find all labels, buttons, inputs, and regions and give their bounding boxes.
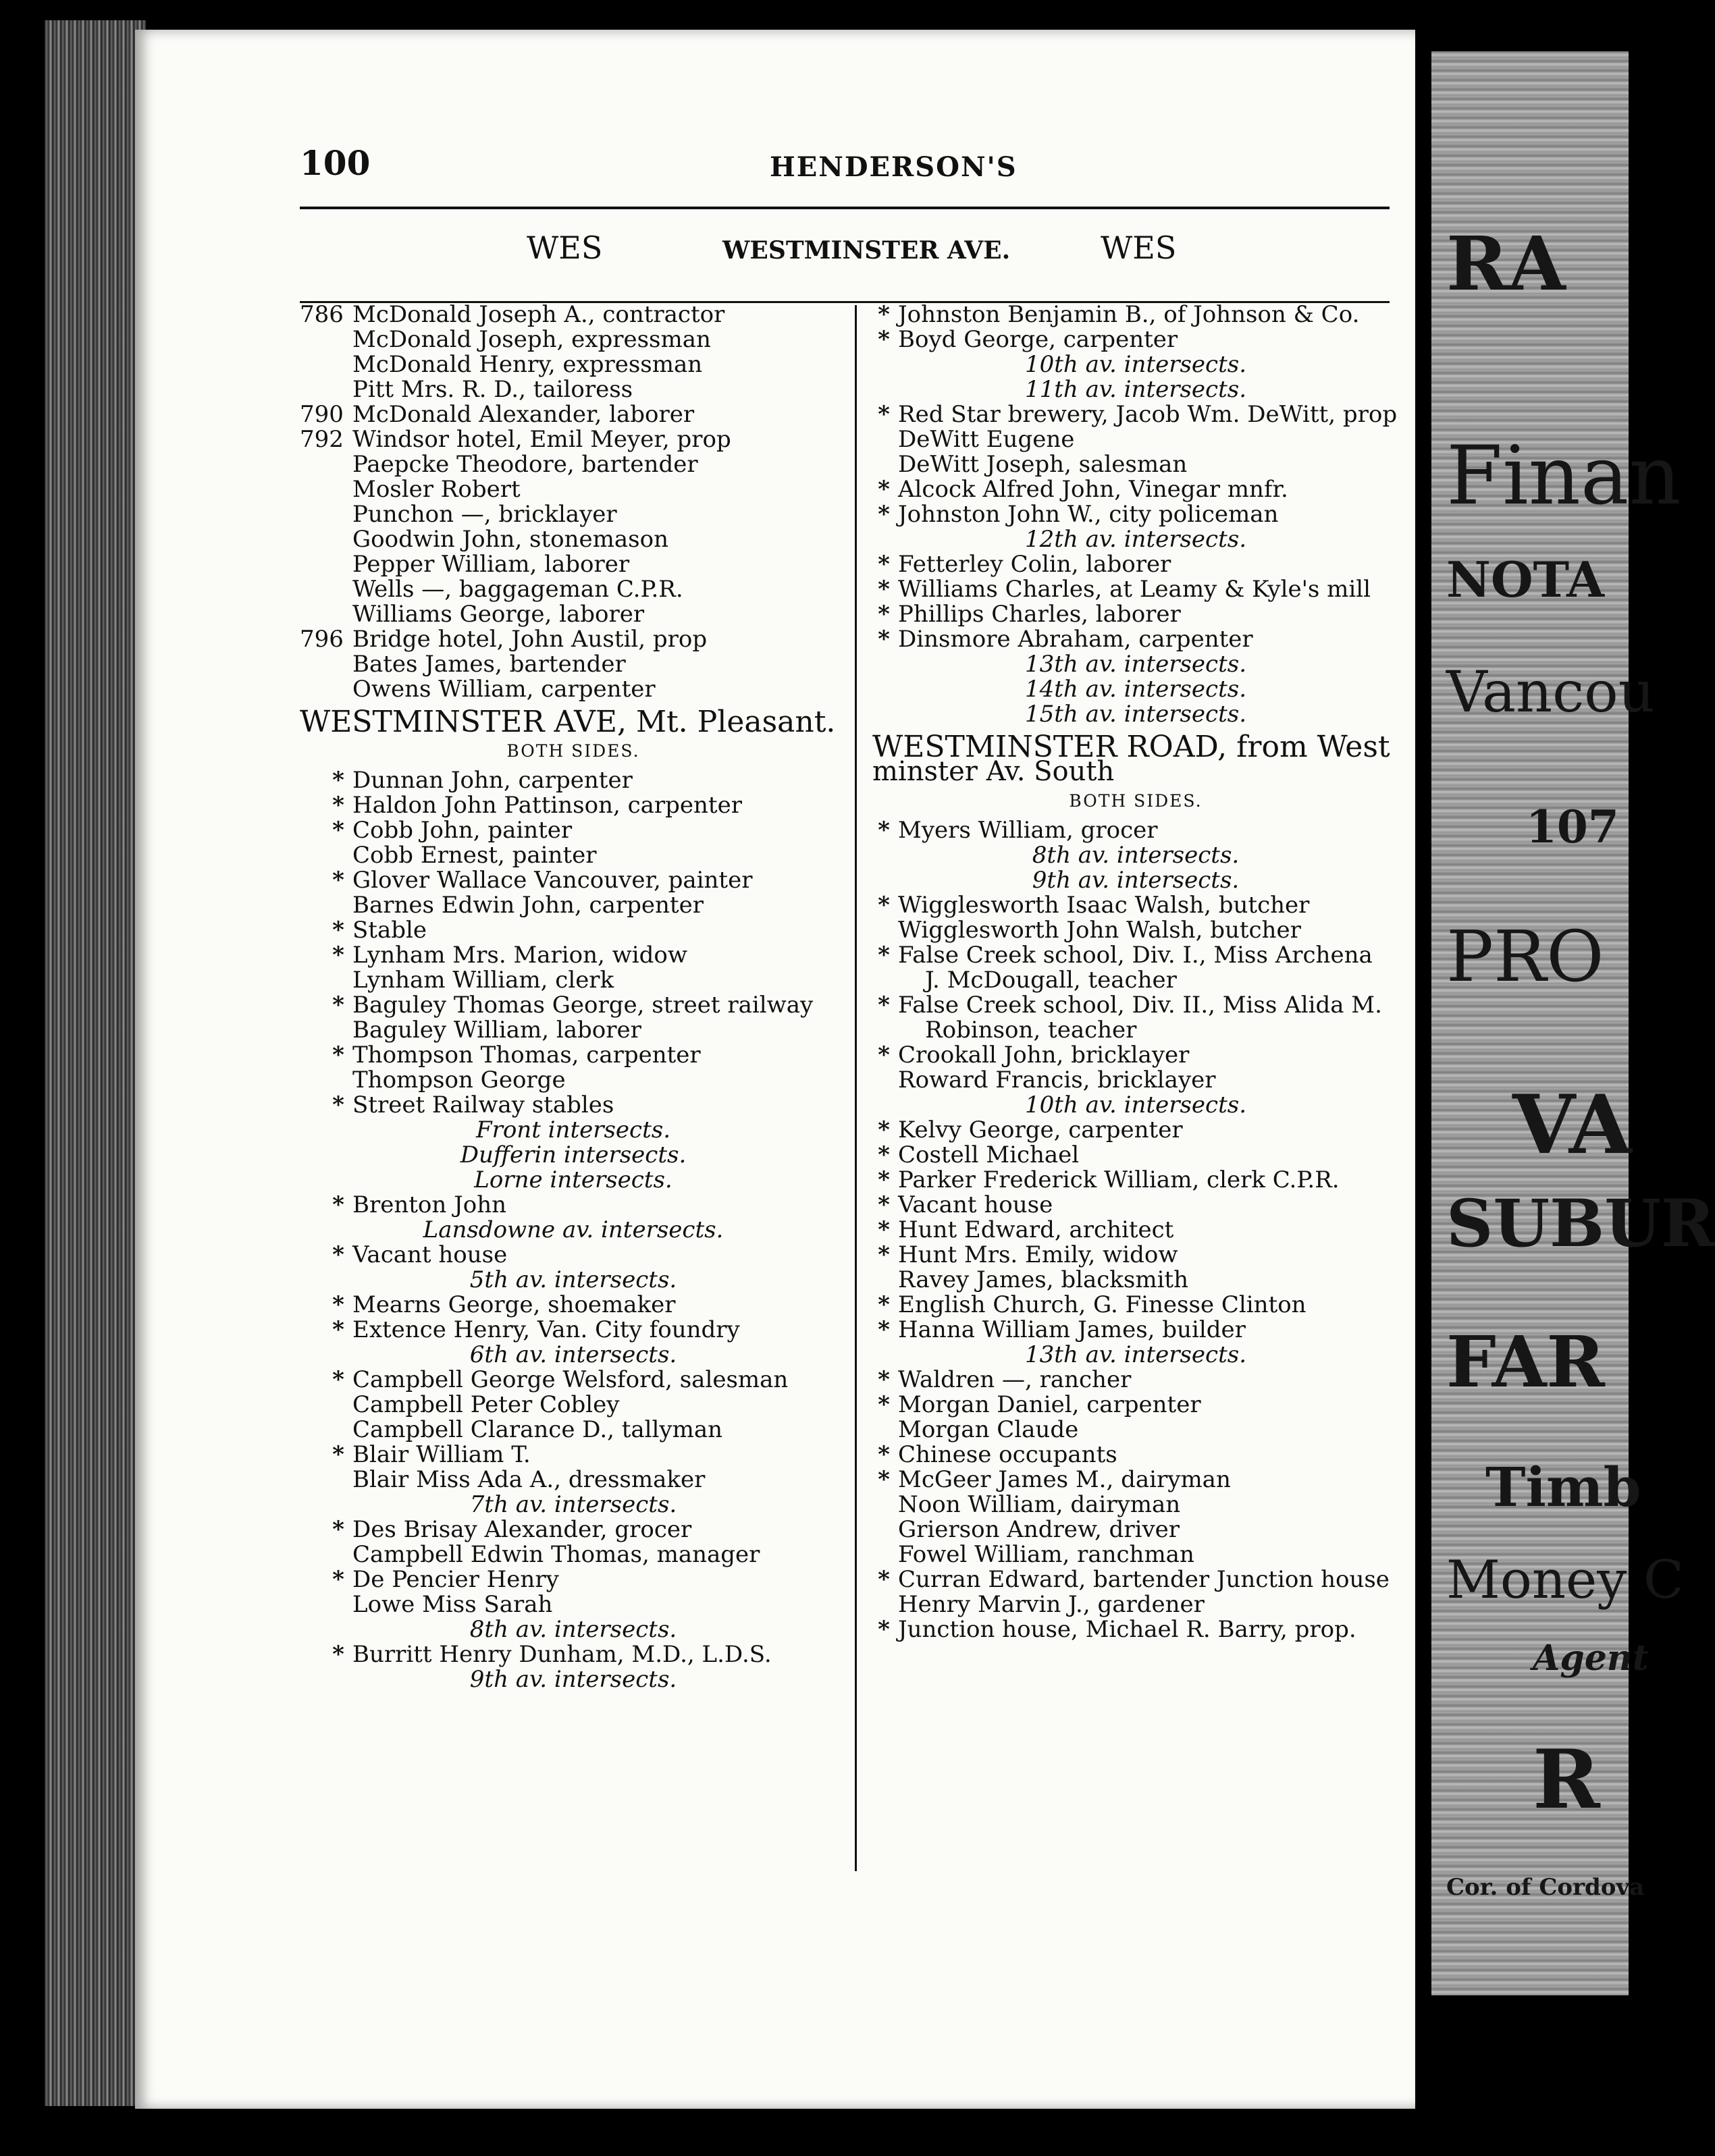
entry-text: Thompson Thomas, carpenter [352,1042,701,1069]
directory-entry [872,627,1399,652]
directory-entry [872,918,1399,943]
directory-entry [300,1068,847,1093]
entry-text: Noon William, dairyman [898,1491,1181,1518]
directory-entry [872,1243,1399,1268]
entry-text: Fowel William, ranchman [898,1541,1194,1568]
header-rule [300,207,1390,209]
intersection-note [300,1667,847,1692]
entry-text: Phillips Charles, laborer [898,601,1181,628]
directory-entry [300,943,847,968]
entry-text: Grierson Andrew, driver [898,1516,1180,1543]
entry-text: Kelvy George, carpenter [898,1116,1183,1143]
entry-text: Cobb Ernest, painter [352,842,597,869]
house-marker: * [878,1116,890,1143]
intersection-text: Dufferin intersects. [460,1141,687,1168]
house-marker: * [332,1241,344,1268]
entry-text: McDonald Alexander, laborer [352,401,695,428]
entry-text: Boyd George, carpenter [898,326,1178,353]
entry-text: Campbell George Welsford, salesman [352,1366,789,1393]
directory-entry [872,1318,1399,1343]
ad-line: VA [1512,1077,1632,1173]
house-marker: * [332,1566,344,1593]
directory-entry [300,1293,847,1318]
entry-text: Vacant house [352,1241,508,1268]
street-heading-text: WESTMINSTER AVE, Mt. Pleasant. [300,705,836,739]
entry-text: Wigglesworth John Walsh, butcher [898,917,1301,944]
directory-entry [300,1393,847,1418]
directory-entry [872,1418,1399,1443]
entry-text: Curran Edward, bartender Junction house [898,1566,1390,1593]
house-marker: * [332,1366,344,1393]
directory-entry [872,1517,1399,1542]
entry-text: Dunnan John, carpenter [352,767,633,794]
house-marker: * [878,551,890,578]
page-number: 100 [300,143,371,183]
street-number: 786 [300,301,344,328]
intersection-note [300,1343,847,1368]
ad-line: Finan [1446,429,1681,523]
entry-text: Red Star brewery, Jacob Wm. DeWitt, prop [898,401,1398,428]
both-sides-label [300,734,847,768]
ad-line: Agent [1533,1638,1649,1679]
intersection-text: 7th av. intersects. [469,1491,677,1518]
both-sides-label [872,784,1399,818]
directory-entry [300,1018,847,1043]
house-marker: * [332,1641,344,1668]
directory-entry [300,1517,847,1542]
house-marker: * [332,992,344,1019]
directory-entry [300,1193,847,1218]
intersection-note [872,652,1399,677]
directory-entry [872,1467,1399,1492]
house-marker: * [332,942,344,969]
street-number: 792 [300,426,344,453]
house-marker: * [878,601,890,628]
entry-text: Street Railway stables [352,1092,614,1119]
house-marker: * [878,1366,890,1393]
adjacent-advertisement-page [1431,51,1715,1995]
house-marker: * [878,1166,890,1193]
street-heading [300,702,847,739]
intersection-text: 10th av. intersects. [1024,1092,1247,1119]
entry-text: Crookall John, bricklayer [898,1042,1190,1069]
entry-text: False Creek school, Div. I., Miss Archena [898,942,1373,969]
entry-text: Morgan Daniel, carpenter [898,1391,1201,1418]
entry-text: Bates James, bartender [352,651,626,678]
intersection-text: 10th av. intersects. [1024,351,1247,378]
directory-entry [872,893,1399,918]
directory-entry [872,502,1399,527]
intersection-text: Lansdowne av. intersects. [423,1216,724,1243]
directory-entry [872,1617,1399,1642]
intersection-note [872,1343,1399,1368]
entry-text: Costell Michael [898,1141,1080,1168]
entry-text: Henry Marvin J., gardener [898,1591,1205,1618]
running-head-center: WESTMINSTER AVE. [722,236,1011,265]
entry-text: Glover Wallace Vancouver, painter [352,867,753,894]
house-marker: * [878,1291,890,1318]
running-head-right: WES [1101,230,1177,266]
house-marker: * [878,301,890,328]
ad-line: NOTA [1446,551,1605,608]
intersection-note [872,527,1399,552]
intersection-note [300,1492,847,1517]
street-heading [872,727,1399,764]
entry-text: Campbell Clarance D., tallyman [352,1416,723,1443]
directory-entry [872,452,1399,477]
entry-text: Haldon John Pattinson, carpenter [352,792,742,819]
directory-entry [872,1168,1399,1193]
entry-text: Thompson George [352,1067,566,1094]
house-marker: * [878,476,890,503]
entry-text: McDonald Henry, expressman [352,351,703,378]
directory-entry [872,1043,1399,1068]
entry-text: Brenton John [352,1191,506,1218]
entry-text: Baguley Thomas George, street railway [352,992,814,1019]
intersection-text: Front intersects. [475,1116,671,1143]
entry-text: DeWitt Eugene [898,426,1075,453]
house-marker: * [878,1141,890,1168]
directory-entry [300,477,847,502]
entry-text: Extence Henry, Van. City foundry [352,1316,740,1343]
entry-text: Wigglesworth Isaac Walsh, butcher [898,892,1310,919]
entry-text: Alcock Alfred John, Vinegar mnfr. [898,476,1288,503]
entry-text: Vacant house [898,1191,1053,1218]
entry-text: Campbell Peter Cobley [352,1391,620,1418]
directory-entry [300,1418,847,1443]
entry-text: Parker Frederick William, clerk C.P.R. [898,1166,1340,1193]
continuation-line [925,968,1399,993]
house-marker: * [332,1516,344,1543]
intersection-note [872,352,1399,377]
entry-text: Paepcke Theodore, bartender [352,451,698,478]
directory-entry [300,818,847,843]
directory-entry [300,652,847,677]
directory-entry [872,1068,1399,1093]
house-marker: * [878,401,890,428]
intersection-text: 12th av. intersects. [1024,526,1247,553]
entry-text: Windsor hotel, Emil Meyer, prop [352,426,731,453]
intersection-text: 15th av. intersects. [1024,701,1247,728]
house-marker: * [878,501,890,528]
directory-entry [300,843,847,868]
ad-line: Cor. of Cordova [1446,1874,1645,1901]
column-divider [855,305,857,1871]
directory-entry [300,1642,847,1667]
both-sides-text: BOTH SIDES. [1069,791,1203,811]
entry-text: Burritt Henry Dunham, M.D., L.D.S. [352,1641,772,1668]
entry-text: Stable [352,917,427,944]
entry-text: Pitt Mrs. R. D., tailoress [352,376,633,403]
directory-entry [872,602,1399,627]
directory-entry [872,1118,1399,1143]
continuation-text: J. McDougall, teacher [925,967,1177,994]
directory-entry [300,577,847,602]
house-marker: * [878,1616,890,1643]
entry-text: Williams Charles, at Leamy & Kyle's mill [898,576,1371,603]
directory-entry [872,302,1399,327]
directory-entry [300,552,847,577]
intersection-text: 9th av. intersects. [469,1666,677,1693]
entry-text: Williams George, laborer [352,601,645,628]
directory-entry [872,1443,1399,1467]
entry-text: Hunt Mrs. Emily, widow [898,1241,1178,1268]
intersection-text: Lorne intersects. [474,1166,672,1193]
intersection-note [872,677,1399,702]
entry-text: DeWitt Joseph, salesman [898,451,1188,478]
house-marker: * [332,792,344,819]
house-marker: * [878,1316,890,1343]
directory-entry [300,1592,847,1617]
entry-text: McDonald Joseph A., contractor [352,301,725,328]
entry-text: Bridge hotel, John Austil, prop [352,626,708,653]
entry-text: Roward Francis, bricklayer [898,1067,1216,1094]
entry-text: English Church, G. Finesse Clinton [898,1291,1307,1318]
entry-text: Dinsmore Abraham, carpenter [898,626,1253,653]
directory-entry [300,1368,847,1393]
directory-entry [300,1542,847,1567]
ad-line: 107 [1526,801,1619,853]
entry-text: Goodwin John, stonemason [352,526,668,553]
continuation-line [872,756,1399,787]
intersection-note [872,868,1399,893]
ad-line: Money C [1446,1550,1684,1611]
house-marker: * [332,867,344,894]
directory-entry [300,1093,847,1118]
entry-text: Myers William, grocer [898,817,1158,844]
directory-entry [300,602,847,627]
ad-line: PRO [1446,915,1604,998]
directory-entry [300,893,847,918]
entry-text: Punchon —, bricklayer [352,501,617,528]
directory-entry [872,943,1399,968]
directory-entry [872,1567,1399,1592]
entry-text: Ravey James, blacksmith [898,1266,1188,1293]
ad-line: SUBUR [1446,1185,1715,1262]
directory-entry [872,818,1399,843]
right-column [872,302,1399,1642]
entry-text: Hanna William James, builder [898,1316,1246,1343]
entry-text: Cobb John, painter [352,817,573,844]
entry-text: Owens William, carpenter [352,676,656,703]
house-marker: * [332,817,344,844]
directory-entry [300,993,847,1018]
ad-line: R [1533,1732,1600,1827]
entry-text: McDonald Joseph, expressman [352,326,711,353]
intersection-text: 13th av. intersects. [1024,1341,1247,1368]
house-marker: * [878,1216,890,1243]
house-marker: * [878,992,890,1019]
running-head-left: WES [527,230,603,266]
continuation-line [925,1018,1399,1043]
directory-entry [300,1467,847,1492]
house-marker: * [332,1042,344,1069]
directory-entry [872,477,1399,502]
house-marker: * [332,1441,344,1468]
entry-text: Campbell Edwin Thomas, manager [352,1541,760,1568]
entry-text: Barnes Edwin John, carpenter [352,892,704,919]
directory-entry [300,1443,847,1467]
directory-entry [300,452,847,477]
house-marker: * [878,1441,890,1468]
directory-entry [300,627,847,652]
street-number: 790 [300,401,344,428]
directory-entry [872,577,1399,602]
entry-text: Baguley William, laborer [352,1017,641,1044]
intersection-text: 8th av. intersects. [469,1616,677,1643]
entry-text: Mosler Robert [352,476,521,503]
entry-text: Fetterley Colin, laborer [898,551,1171,578]
house-marker: * [878,892,890,919]
entry-text: Lynham Mrs. Marion, widow [352,942,687,969]
house-marker: * [878,576,890,603]
ad-line: Timb [1485,1455,1641,1519]
house-marker: * [878,817,890,844]
intersection-note [300,1617,847,1642]
directory-entry [872,1492,1399,1517]
directory-entry [872,327,1399,352]
directory-entry [300,502,847,527]
house-marker: * [332,1092,344,1119]
directory-entry [872,427,1399,452]
directory-entry [872,1268,1399,1293]
house-marker: * [878,942,890,969]
house-marker: * [878,1191,890,1218]
directory-entry [872,1542,1399,1567]
directory-entry [300,327,847,352]
house-marker: * [878,1391,890,1418]
directory-entry [300,1318,847,1343]
entry-text: Blair William T. [352,1441,531,1468]
directory-entry [300,793,847,818]
house-marker: * [332,1191,344,1218]
intersection-text: 14th av. intersects. [1024,676,1247,703]
intersection-text: 11th av. intersects. [1024,376,1247,403]
house-marker: * [332,767,344,794]
street-heading-text: WESTMINSTER ROAD, from West [872,730,1390,764]
ad-line: RA [1446,220,1566,307]
directory-entry [872,402,1399,427]
directory-entry [300,868,847,893]
intersection-note [300,1143,847,1168]
intersection-text: 8th av. intersects. [1032,842,1240,869]
directory-entry [300,302,847,327]
directory-entry [300,1043,847,1068]
entry-text: De Pencier Henry [352,1566,559,1593]
house-marker: * [332,1291,344,1318]
entry-text: Pepper William, laborer [352,551,630,578]
entry-text: Des Brisay Alexander, grocer [352,1516,692,1543]
directory-entry [300,427,847,452]
house-marker: * [878,1241,890,1268]
directory-entry [872,1143,1399,1168]
house-marker: * [878,1042,890,1069]
continuation-text: minster Av. South [872,756,1115,787]
both-sides-text: BOTH SIDES. [506,741,640,761]
entry-text: Morgan Claude [898,1416,1079,1443]
directory-entry [872,552,1399,577]
ad-line: Vancou [1446,659,1655,725]
intersection-note [872,1093,1399,1118]
entry-text: Blair Miss Ada A., dressmaker [352,1466,706,1493]
directory-entry [300,527,847,552]
left-column [300,302,847,1692]
page-edge-stack [45,20,146,2106]
intersection-note [872,377,1399,402]
directory-entry [872,1393,1399,1418]
directory-entry [300,377,847,402]
intersection-text: 9th av. intersects. [1032,867,1240,894]
ad-line: FAR [1446,1320,1605,1403]
house-marker: * [878,626,890,653]
entry-text: Lowe Miss Sarah [352,1591,553,1618]
directory-entry [300,402,847,427]
entry-text: Mearns George, shoemaker [352,1291,676,1318]
entry-text: Johnston Benjamin B., of Johnson & Co. [898,301,1360,328]
entry-text: Chinese occupants [898,1441,1117,1468]
directory-entry [872,1293,1399,1318]
intersection-text: 6th av. intersects. [469,1341,677,1368]
house-marker: * [878,1466,890,1493]
entry-text: Johnston John W., city policeman [898,501,1279,528]
directory-entry [300,918,847,943]
entry-text: Wells —, baggageman C.P.R. [352,576,683,603]
directory-entry [300,677,847,702]
entry-text: Lynham William, clerk [352,967,614,994]
intersection-note [300,1218,847,1243]
entry-text: Hunt Edward, architect [898,1216,1174,1243]
directory-entry [872,1368,1399,1393]
directory-entry [872,1218,1399,1243]
directory-entry [300,968,847,993]
directory-entry [872,1592,1399,1617]
house-marker: * [332,917,344,944]
intersection-note [872,843,1399,868]
street-number: 796 [300,626,344,653]
entry-text: False Creek school, Div. II., Miss Alida M. [898,992,1382,1019]
intersection-text: 5th av. intersects. [469,1266,677,1293]
entry-text: Waldren —, rancher [898,1366,1132,1393]
house-marker: * [878,1566,890,1593]
intersection-text: 13th av. intersects. [1024,651,1247,678]
intersection-note [300,1118,847,1143]
house-marker: * [878,326,890,353]
intersection-note [300,1268,847,1293]
directory-entry [300,768,847,793]
entry-text: McGeer James M., dairyman [898,1466,1231,1493]
continuation-text: Robinson, teacher [925,1017,1137,1044]
intersection-note [300,1168,847,1193]
directory-entry [872,1193,1399,1218]
directory-entry [300,1243,847,1268]
entry-text: Junction house, Michael R. Barry, prop. [898,1616,1356,1643]
page-title: HENDERSON'S [770,151,1018,183]
intersection-note [872,702,1399,727]
directory-entry [300,352,847,377]
directory-entry [872,993,1399,1018]
directory-entry [300,1567,847,1592]
house-marker: * [332,1316,344,1343]
